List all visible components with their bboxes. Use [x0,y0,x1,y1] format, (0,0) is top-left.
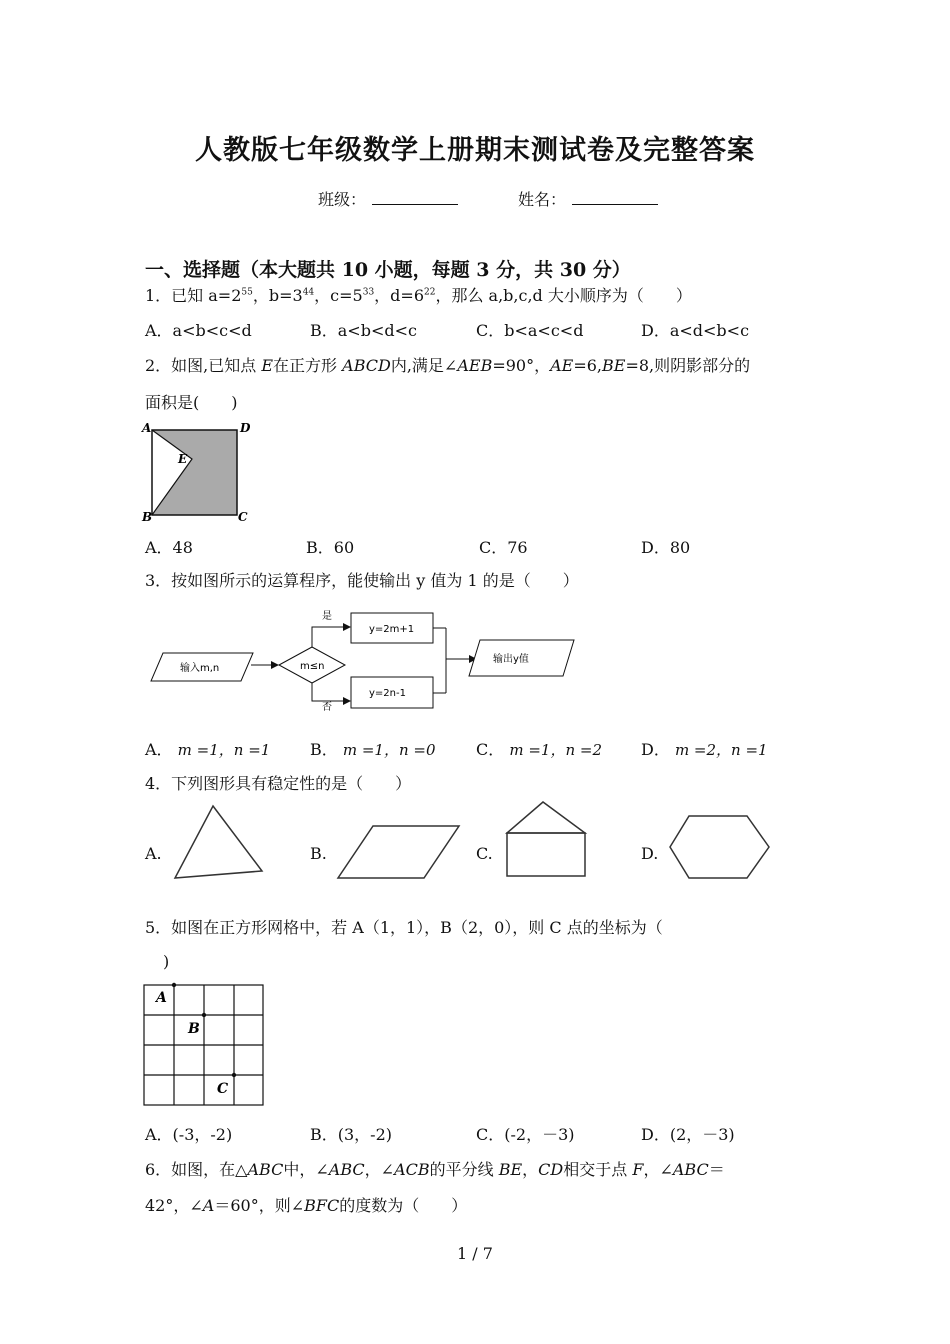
q5-option-d: D．(2，－3) [641,1125,735,1144]
q1-option-b: B．a<b<d<c [310,321,417,340]
name-label: 姓名： [518,190,567,209]
page-title: 人教版七年级数学上册期末测试卷及完整答案 [195,135,755,166]
q4-option-d: D. [641,844,659,863]
grid-label-a: A [156,990,167,1006]
question-5: 5．如图在正方形网格中，若 A（1，1），B（2，0），则 C 点的坐标为（ [145,918,663,937]
q1-option-d: D．a<d<b<c [641,321,750,340]
grid-label-b: B [188,1021,200,1037]
q3-option-c: C． m =1，n =2 [476,740,602,759]
no-branch [312,683,350,701]
q3-option-a: A． m =1，n =1 [145,740,271,759]
question-1: 1．已知 $a=2^{55}$，$b=3^{44}$，$c=5^{33}$，$d=6^{22}$，那么 a,b,c,d 大小顺序为（ ） [145,286,692,305]
page-number: 1 / 7 [457,1244,493,1263]
q3-option-d: D． m =2，n =1 [641,740,768,759]
question-2-line2: 面积是( ) [145,393,238,412]
question-5-line2: ) [163,952,170,971]
input-text: 输入m,n [180,663,220,674]
point-a [172,983,176,987]
q5-option-c: C．(-2，－3) [476,1125,575,1144]
label-a: A [142,421,152,435]
no-label: 否 [322,702,332,713]
q4-option-c: C. [476,844,493,863]
q4-option-b: B. [310,844,327,863]
top-process-text: y=2m+1 [369,624,415,635]
q2-option-d: D．80 [641,538,691,557]
grid-label-c: C [217,1081,229,1097]
hexagon-shape [665,812,775,882]
q1-option-c: C．b<a<c<d [476,321,584,340]
question-4: 4．下列图形具有稳定性的是（ ） [145,774,412,793]
section-heading: 一、选择题（本大题共 10 小题，每题 3 分，共 30 分） [145,259,631,281]
question-6: 6．如图，在△ABC中，∠ABC，∠ACB的平分线 BE，CD相交于点 F，∠ABC＝ [145,1160,725,1179]
decision-text: m≤n [300,661,325,672]
q1-option-a: A．a<b<c<d [145,321,252,340]
square-figure [140,418,260,528]
class-blank [372,190,458,205]
question-3: 3．按如图所示的运算程序，能使输出 y 值为 1 的是（ ） [145,571,579,590]
q4-option-a: A. [145,844,162,863]
name-blank [572,190,658,205]
point-b [202,1013,206,1017]
q3-option-b: B． m =1，n =0 [310,740,436,759]
label-d: D [240,421,251,435]
q5-option-a: A．(-3，-2) [145,1125,233,1144]
class-label: 班级： [318,190,367,209]
question-2: 2．如图,已知点 E在正方形 ABCD内,满足∠AEB=90°，AE=6,BE=8,则阴影部分的 [145,356,751,375]
q5-option-b: B．(3，-2) [310,1125,393,1144]
house-shape [500,798,592,882]
q2-option-a: A．48 [145,538,193,557]
class-field [318,187,458,210]
yes-label: 是 [322,611,332,622]
output-text: 输出y值 [493,654,529,665]
label-b: B [142,510,153,524]
triangle-shape [170,803,270,883]
label-e: E [178,452,188,466]
yes-branch [312,627,350,647]
coordinate-grid [140,980,270,1110]
q2-option-b: B．60 [306,538,355,557]
parallelogram-shape [335,820,465,882]
bottom-process-text: y=2n-1 [369,688,406,699]
label-c: C [238,510,248,524]
point-c [232,1073,236,1077]
name-field [518,187,658,210]
q2-option-c: C．76 [479,538,528,557]
flowchart [145,606,585,716]
shaded-region [152,430,237,515]
question-6-line2: 42°，∠A＝60°，则∠BFC的度数为（ ） [145,1196,468,1215]
